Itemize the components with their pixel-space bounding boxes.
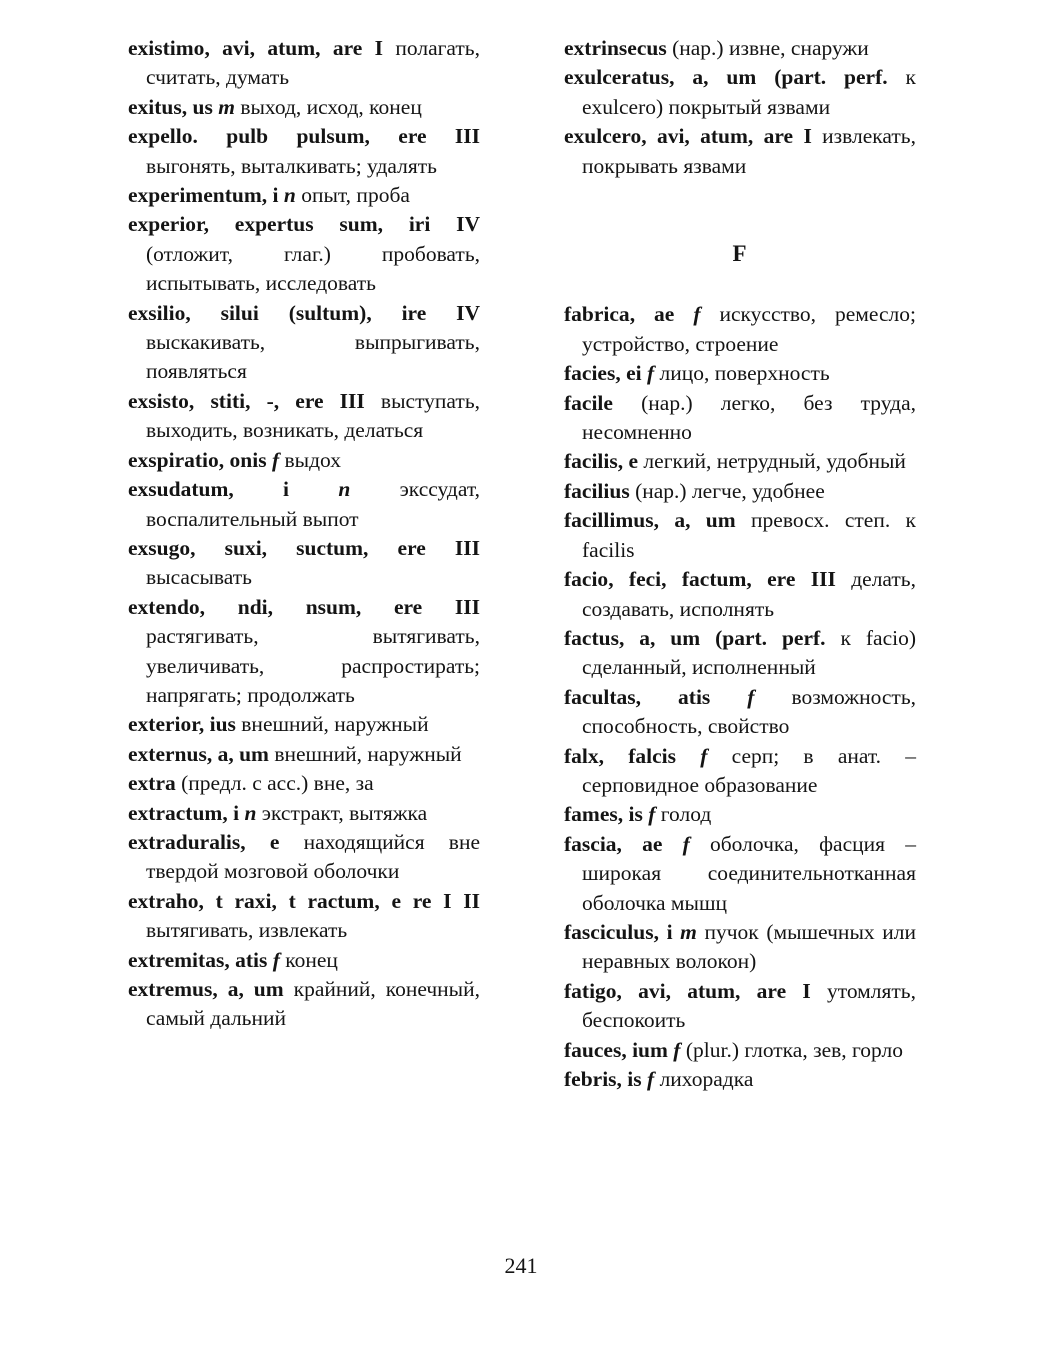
entry-gender: f: [710, 684, 755, 709]
entry-gender: f: [642, 802, 656, 827]
dictionary-entry: [128, 975, 480, 1034]
dictionary-entry: [564, 122, 916, 181]
dictionary-entry: [128, 475, 480, 534]
entry-definition: внешний, наружный: [235, 712, 429, 737]
entry-definition: голод: [655, 802, 712, 827]
entry-definition: утомлять, беспокоить: [582, 978, 916, 1033]
entry-definition: внешний, наружный: [268, 741, 462, 766]
dictionary-entry: [128, 946, 480, 975]
dictionary-entry: [128, 799, 480, 828]
dictionary-entry: [564, 918, 916, 977]
entry-headword: exitus: [128, 94, 182, 119]
entry-grammar: , i: [653, 919, 673, 944]
entry-definition: выскакивать, выпрыгивать, появляться: [146, 330, 480, 384]
dictionary-entry: [564, 359, 916, 388]
section-letter-heading: F: [732, 241, 748, 267]
entry-headword: febris: [564, 1067, 617, 1091]
entry-definition: (нар.) извне, снаружи: [666, 36, 869, 60]
right-column-bottom: [564, 300, 916, 1094]
entry-definition: выход, исход, конец: [234, 94, 422, 119]
entry-gender: f: [641, 1067, 655, 1091]
entry-gender: f: [266, 447, 280, 472]
entry-headword: expello: [128, 124, 193, 149]
entry-definition: крайний, конечный, самый дальний: [146, 977, 480, 1031]
entry-grammar: , expertus sum, iri IV: [203, 212, 480, 237]
entry-headword: fascia: [564, 831, 617, 856]
entry-gender: f: [662, 831, 690, 856]
entry-grammar: , us: [181, 94, 213, 119]
dictionary-entry: [128, 387, 480, 446]
entry-headword: externus: [128, 741, 207, 766]
entry-definition: высасывать: [146, 565, 252, 590]
dictionary-entry: [128, 299, 480, 387]
dictionary-entry: [128, 34, 480, 93]
entry-headword: existimo: [128, 36, 205, 60]
entry-grammar: , ndi, nsum, ere III: [199, 594, 480, 619]
dictionary-entry: [128, 593, 480, 711]
entry-gender: n: [278, 183, 296, 208]
entry-headword: extendo: [128, 594, 200, 619]
entry-definition: выдох: [279, 447, 342, 472]
entry-gender: f: [641, 361, 655, 386]
entry-definition: пучок (мышечных или неравных волокон): [582, 919, 916, 974]
entry-headword: facio: [564, 567, 609, 592]
dictionary-entry: [564, 977, 916, 1036]
entry-grammar: , avi, atum, are I: [641, 124, 812, 149]
entry-definition: искусство, ремесло; устройство, строение: [582, 302, 916, 356]
dictionary-entry: [128, 446, 480, 475]
entry-headword: falx: [564, 743, 599, 768]
entry-grammar: , feci, factum, ere III: [608, 567, 836, 592]
dictionary-entry: [128, 769, 480, 798]
entry-grammar: , avi, atum, are I: [616, 978, 811, 1003]
entry-headword: facies: [564, 361, 616, 386]
dictionary-entry: [128, 93, 480, 122]
right-column: [564, 34, 916, 1094]
dictionary-entry: [564, 1036, 916, 1065]
entry-definition: извлекать, покрывать язвами: [582, 124, 916, 178]
entry-grammar: , a, um: [212, 977, 284, 1001]
entry-definition: превосх. степ. к facilis: [582, 508, 917, 562]
entry-definition: серп; в анат. – серповидное образование: [582, 743, 916, 797]
entry-definition: лицо, поверхность: [654, 361, 830, 386]
entry-gender: f: [674, 302, 701, 327]
entry-headword: experimentum: [128, 183, 262, 208]
entry-grammar: , onis: [218, 447, 267, 472]
entry-definition: вытягивать, извлекать: [146, 918, 348, 943]
entry-definition: выступать, выходить, возникать, делаться: [146, 388, 480, 443]
dictionary-entry: [564, 477, 916, 506]
entry-headword: fatigo: [564, 978, 617, 1003]
entry-definition: экссудат, воспалительный выпот: [146, 477, 480, 531]
entry-definition: экстракт, вытяжка: [256, 800, 428, 825]
entry-grammar: , silui (sultum), ire IV: [185, 300, 480, 325]
entry-gender: f: [676, 743, 708, 768]
entry-grammar: , i: [228, 477, 290, 502]
entry-grammar: , atis: [224, 947, 268, 972]
dictionary-entry: [128, 181, 480, 210]
entry-grammar: , t raxi, t ractum, e re I II: [198, 888, 480, 913]
dictionary-entry: [128, 122, 480, 181]
entry-definition: полагать, считать, думать: [146, 36, 480, 90]
dictionary-entry: [128, 828, 480, 887]
entry-definition: к facio) сделанный, исполненный: [582, 625, 917, 680]
entry-definition: (отложит, глаг.) пробовать, испытывать, исследовать: [146, 241, 480, 296]
entry-definition: (нар.) легче, удобнее: [629, 478, 825, 503]
entry-grammar: , atis: [635, 684, 711, 709]
left-column: [128, 34, 480, 1034]
entry-grammar: , is: [616, 1067, 642, 1091]
entry-grammar: , a, um: [206, 741, 269, 766]
dictionary-entry: [564, 565, 916, 624]
entry-grammar: . pulb pulsum, ere III: [192, 124, 480, 149]
entry-grammar: , ae: [629, 302, 675, 327]
entry-headword: facilis: [564, 449, 618, 474]
entry-gender: m: [672, 919, 697, 944]
entry-headword: extremus: [128, 977, 213, 1001]
entry-headword: exsugo: [128, 535, 191, 560]
entry-grammar: , ei: [615, 361, 642, 386]
entry-gender: n: [239, 800, 257, 825]
dictionary-entry: [564, 742, 916, 801]
entry-headword: facile: [564, 390, 613, 415]
entry-definition: легкий, нетрудный, удобный: [638, 449, 906, 474]
page-number: 241: [504, 1253, 538, 1278]
entry-headword: facilius: [564, 478, 630, 503]
dictionary-entry: [128, 534, 480, 593]
entry-headword: fauces: [564, 1037, 622, 1062]
entry-definition: делать, создавать, исполнять: [582, 567, 916, 621]
dictionary-entry: [128, 887, 480, 946]
entry-gender: m: [212, 94, 235, 119]
entry-headword: exspiratio: [128, 447, 219, 472]
dictionary-entry: [564, 34, 916, 63]
entry-definition: (нар.) легко, без труда, несомненно: [582, 390, 916, 445]
entry-headword: fames: [564, 802, 618, 827]
entry-grammar: , e: [240, 829, 280, 854]
entry-definition: находящийся вне твердой мозговой оболочки: [146, 829, 480, 884]
dictionary-entry: [564, 830, 916, 918]
entry-headword: exsisto: [128, 388, 189, 413]
entry-grammar: , i: [222, 800, 240, 825]
entry-headword: exulcero: [564, 124, 642, 149]
entry-definition: выгонять, выталкивать; удалять: [146, 153, 437, 178]
entry-grammar: , ae: [616, 831, 663, 856]
entry-headword: factus: [564, 625, 619, 650]
entry-headword: exsilio: [128, 300, 186, 325]
dictionary-entry: [564, 300, 916, 359]
dictionary-entry: [564, 506, 916, 565]
entry-headword: fabrica: [564, 302, 630, 327]
entry-definition: к exulcero) покрытый язвами: [582, 65, 916, 119]
entry-headword: exsudatum: [128, 477, 229, 502]
entry-headword: extraduralis: [128, 829, 241, 854]
entry-definition: растягивать, вытягивать, увеличивать, распростирать; напрягать; продолжать: [146, 624, 480, 707]
right-column-top: [564, 34, 916, 181]
dictionary-entry: [128, 710, 480, 739]
entry-headword: extraho: [128, 888, 199, 913]
entry-grammar: , ius: [198, 712, 236, 737]
entry-gender: f: [667, 1037, 681, 1062]
entry-headword: extractum: [128, 800, 223, 825]
entry-grammar: , a, um: [653, 508, 736, 533]
dictionary-entry: [564, 800, 916, 829]
entry-grammar: , is: [617, 802, 643, 827]
entry-grammar: , i: [261, 183, 279, 208]
entry-grammar: , e: [617, 449, 639, 474]
entry-grammar: , avi, atum, are I: [204, 36, 384, 60]
entry-grammar: , falcis: [598, 743, 677, 768]
entry-definition: (предл. с acc.) вне, за: [175, 771, 374, 796]
entry-headword: extrinsecus: [564, 36, 667, 60]
dictionary-entry: [564, 683, 916, 742]
entry-grammar: , a, um (part. perf.: [669, 65, 888, 90]
entry-headword: exterior: [128, 712, 199, 737]
entry-definition: (plur.) глотка, зев, горло: [680, 1037, 904, 1062]
entry-grammar: , a, um (part. perf.: [618, 625, 826, 650]
entry-definition: конец: [279, 947, 338, 972]
entry-definition: возможность, способность, свойство: [582, 684, 916, 739]
dictionary-entry: [564, 624, 916, 683]
dictionary-entry: [564, 389, 916, 448]
entry-headword: experior: [128, 212, 204, 237]
entry-grammar: , suxi, suctum, ere III: [190, 535, 480, 560]
dictionary-entry: [564, 1065, 916, 1094]
dictionary-entry: [128, 740, 480, 769]
entry-headword: facillimus: [564, 508, 654, 533]
entry-headword: extra: [128, 771, 176, 796]
entry-headword: exulceratus: [564, 65, 670, 90]
entry-gender: f: [267, 947, 280, 972]
entry-grammar: , stiti, -, ere III: [188, 388, 365, 413]
entry-headword: facultas: [564, 684, 636, 709]
dictionary-entry: [128, 210, 480, 298]
entry-headword: fasciculus: [564, 919, 654, 944]
entry-definition: оболочка, фасция – широкая соединительнотканная оболочка мышц: [582, 831, 916, 915]
entry-grammar: , ium: [621, 1037, 668, 1062]
dictionary-entry: [564, 447, 916, 476]
entry-definition: лихорадка: [654, 1067, 754, 1091]
entry-gender: n: [289, 477, 351, 502]
dictionary-entry: [564, 63, 916, 122]
entry-headword: extremitas: [128, 947, 225, 972]
entry-definition: опыт, проба: [295, 183, 410, 208]
